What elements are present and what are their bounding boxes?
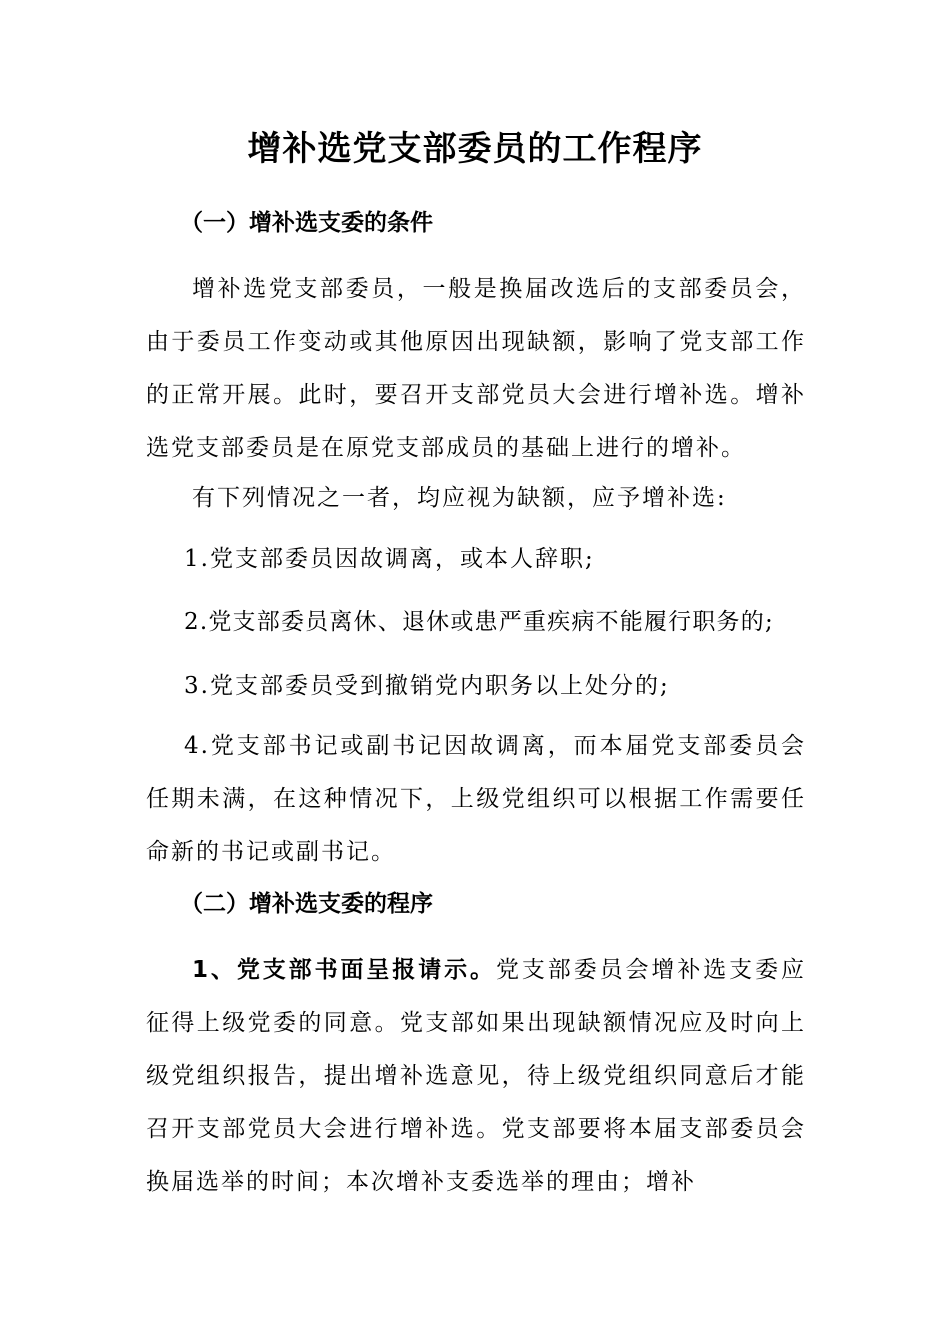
paragraph-vacancy-cases: 有下列情况之一者，均应视为缺额，应予增补选: [192,485,727,511]
paragraph-intro: 增补选党支部委员，一般是换届改选后的支部委员会，由于委员工作变动或其他原因出现缺额，影响了党支部工作的正常开展。此时，要召开支部党员大会进行增补选。增补选党支部委员是在原党支部成员的基础上进行的增补。 [146,276,806,461]
step-1-text: 党支部委员会增补选支委应征得上级党委的同意。党支部如果出现缺额情况应及时向上级党组织报告，提出增补选意见，待上级党组织同意后才能召开支部党员大会进行增补选。党支部要将本届支部委员会换届选举的时间；本次增补支委选举的理由；增补 [146,957,806,1195]
paragraph-step-1 [146,944,806,1209]
document-title: 增补选党支部委员的工作程序 [247,129,703,169]
list-item: 1.党支部委员因故调离，或本人辞职; [184,546,595,572]
section-heading-procedure: （二）增补选支委的程序 [180,891,433,917]
list-item: 3.党支部委员受到撤销党内职务以上处分的; [184,673,670,699]
section-heading-conditions: （一）增补选支委的条件 [180,210,433,236]
step-1-lead: 1、党支部书面呈报请示。 [192,957,496,983]
list-item: 4.党支部书记或副书记因故调离，而本届党支部委员会任期未满，在这种情况下，上级党组织可以根据工作需要任命新的书记或副书记。 [146,733,806,865]
list-item: 2.党支部委员离休、退休或患严重疾病不能履行职务的; [184,609,774,635]
